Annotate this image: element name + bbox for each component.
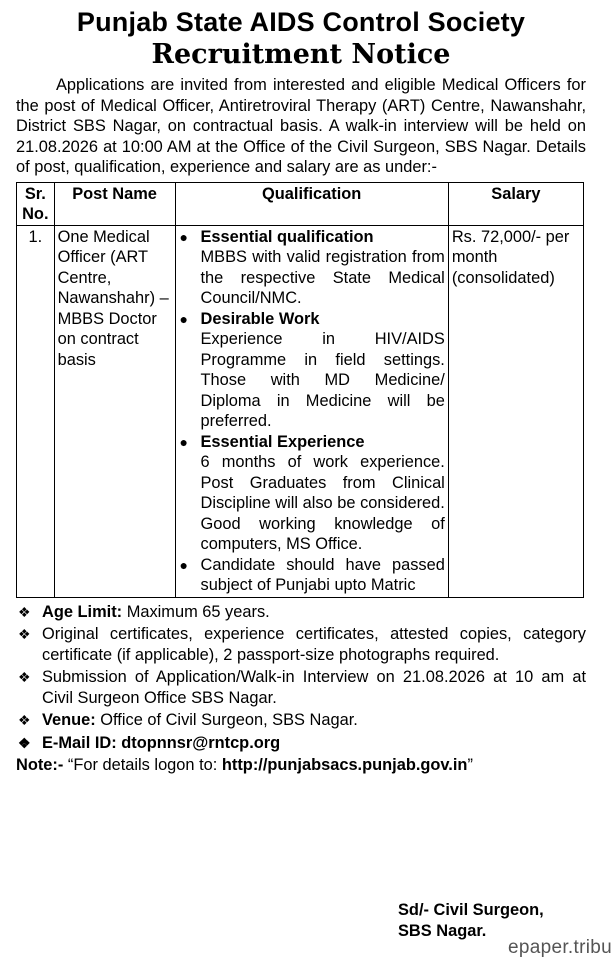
qualification-title: ● Essential qualification <box>200 227 374 246</box>
header-salary: Salary <box>448 182 583 225</box>
intro-paragraph: Applications are invited from interested and eligible Medical Officers for the post of Medical Officer, Antiretroviral Therapy (ART) Centre, Nawanshahr, District SBS Nagar, on contractual basis. A walk-in interview will be held on 21.08.2026 at 10:00 AM at the Office of the Civil Surgeon, SBS Nagar. Details of post, qualification, experience and salary are as under:- <box>16 76 586 176</box>
table-row <box>17 225 584 597</box>
note-line <box>16 755 586 776</box>
cell-post-name: One Medical Officer (ART Centre, Nawanshahr) – MBBS Doctor on contract basis <box>54 225 175 597</box>
cell-qualification <box>175 225 448 597</box>
conditions-list <box>16 602 586 754</box>
qualification-item <box>179 555 445 596</box>
watermark-text: epaper.tribu <box>508 937 612 958</box>
page-title: Punjab State AIDS Control Society <box>76 7 526 37</box>
cell-salary: Rs. 72,000/- per month (consolidated) <box>448 225 583 597</box>
email-label: E-Mail ID: <box>42 733 117 752</box>
qualification-text: 6 months of work experience. Post Graduates from Clinical Discipline will also be considered. Good working knowledge of computers, MS Office. <box>200 453 445 553</box>
cell-sr-no: 1. <box>17 225 55 597</box>
email-value[interactable]: dtopnnsr@rntcp.org <box>116 733 281 752</box>
website-link[interactable]: http://punjabsacs.punjab.gov.in <box>221 756 468 774</box>
qualification-text: Candidate should have passed subject of Punjabi upto Matric <box>200 555 445 594</box>
header-sr-no: Sr. No. <box>17 182 55 225</box>
list-item-venue <box>16 710 586 731</box>
qualification-item <box>179 309 445 432</box>
note-text: “For details logon to: <box>63 756 222 774</box>
page-subtitle: Recruitment Notice <box>151 39 451 70</box>
post-details-table <box>16 182 584 598</box>
qualification-item <box>179 227 445 309</box>
qualification-title: ● Desirable Work <box>200 309 320 328</box>
list-item-documents: ❖ Original certificates, experience certificates, attested copies, category certificate (if applicable), 2 passport-size photographs required. <box>16 624 586 665</box>
qualification-title: ● Essential Experience <box>200 432 365 451</box>
qualification-list <box>179 227 445 596</box>
signature-block <box>398 900 544 942</box>
venue-value: Office of Civil Surgeon, SBS Nagar. <box>95 711 358 729</box>
qualification-item <box>179 432 445 555</box>
age-limit-value: Maximum 65 years. <box>122 602 270 621</box>
signature-line-1: Sd/- Civil Surgeon, <box>398 901 544 919</box>
qualification-text: MBBS with valid registration from the respective State Medical Council/NMC. <box>200 248 445 307</box>
qualification-text: Experience in HIV/AIDS Programme in field settings. Those with MD Medicine/ Diploma in Medicine will be preferred. <box>200 330 445 430</box>
list-item-email <box>16 733 586 754</box>
venue-label: Venue: <box>42 711 96 729</box>
age-limit-label: Age Limit: <box>42 602 123 621</box>
table-header-row <box>17 182 584 225</box>
signature-line-2: SBS Nagar. <box>398 922 487 940</box>
note-label: Note:- <box>16 756 64 774</box>
header-qualification: Qualification <box>175 182 448 225</box>
note-text-end: ” <box>467 756 473 774</box>
header-post-name: Post Name <box>54 182 175 225</box>
list-item-submission: ❖ Submission of Application/Walk-in Interview on 21.08.2026 at 10 am at Civil Surgeon Office SBS Nagar. <box>16 667 586 708</box>
list-item-age-limit <box>16 602 586 623</box>
